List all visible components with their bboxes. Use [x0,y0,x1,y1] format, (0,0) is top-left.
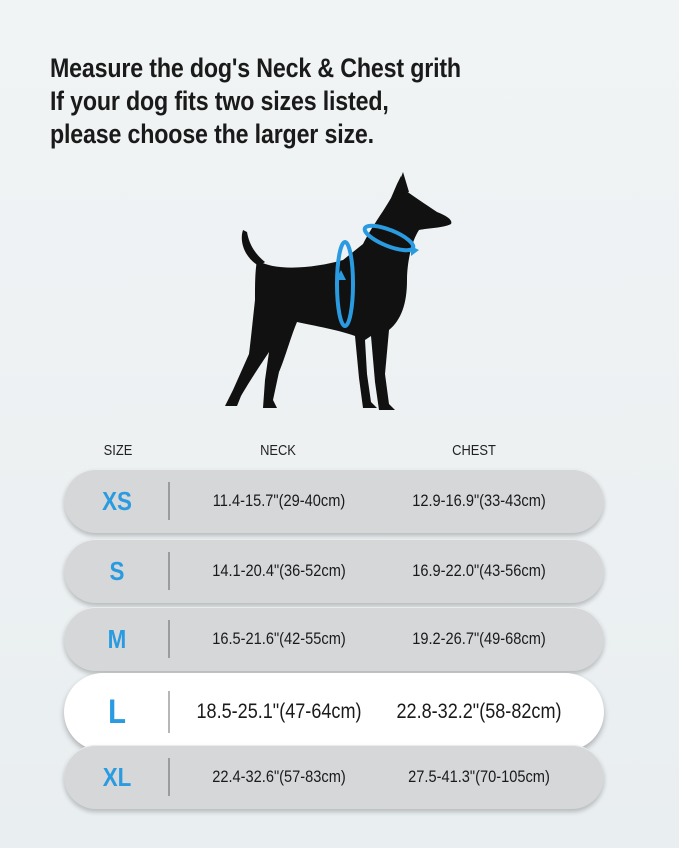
neck-value: 16.5-21.6"(42-55cm) [212,629,346,648]
size-row-xl [64,745,604,809]
neck-value: 14.1-20.4"(36-52cm) [212,561,346,580]
size-label: M [107,624,127,654]
dog-silhouette-icon [215,168,465,418]
headline-line-3: please choose the larger size. [50,119,374,149]
headline-line-2: If your dog fits two sizes listed, [50,86,389,116]
chest-value: 16.9-22.0"(43-56cm) [412,561,546,580]
headline-line-1: Measure the dog's Neck & Chest grith [50,53,461,83]
size-label: L [108,693,126,731]
size-row-xs [64,469,604,533]
row-divider [168,758,170,796]
chest-value: 12.9-16.9"(33-43cm) [412,491,546,510]
neck-value: 22.4-32.6"(57-83cm) [212,767,346,786]
chest-value: 27.5-41.3"(70-105cm) [408,767,550,786]
row-divider [168,691,170,733]
column-header-size: SIZE [103,442,133,459]
chest-value: 22.8-32.2"(58-82cm) [396,700,562,723]
size-label: S [109,556,125,586]
neck-value: 18.5-25.1"(47-64cm) [196,700,362,723]
row-divider [168,620,170,658]
size-label: XS [102,486,132,516]
headline [50,52,650,151]
size-row-m [64,607,604,671]
size-row-l-highlighted [64,673,604,751]
row-divider [168,552,170,590]
neck-value: 11.4-15.7"(29-40cm) [212,491,346,510]
column-header-chest: CHEST [452,442,496,459]
size-row-s [64,539,604,603]
column-header-neck: NECK [260,442,296,459]
chest-value: 19.2-26.7"(49-68cm) [412,629,546,648]
row-divider [168,482,170,520]
size-label: XL [102,762,132,792]
